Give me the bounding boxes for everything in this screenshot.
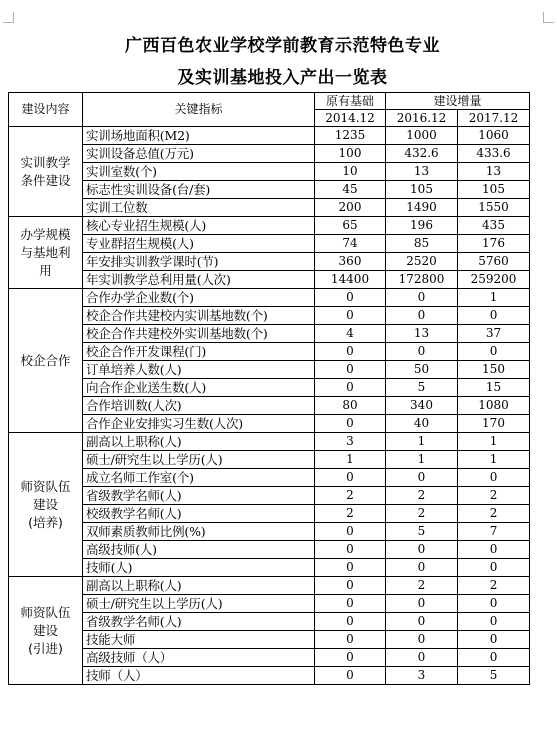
table-row	[9, 289, 530, 307]
table-row	[9, 667, 530, 685]
value-cell-2016: 2	[386, 577, 458, 595]
table-row	[9, 271, 530, 289]
indicator-cell: 双师素质教师比例(%)	[83, 523, 315, 541]
table-header-row	[9, 93, 530, 110]
table-row	[9, 433, 530, 451]
value-cell-2014: 1	[315, 451, 386, 469]
table-row	[9, 127, 530, 145]
value-cell-2016: 0	[386, 613, 458, 631]
section-category-line: 师资队伍	[20, 604, 71, 620]
indicator-cell: 实训工位数	[83, 199, 315, 217]
indicator-cell: 校企合作共建校外实训基地数(个)	[83, 325, 315, 343]
value-cell-2017: 0	[458, 559, 530, 577]
value-cell-2017: 1	[458, 433, 530, 451]
value-cell-2014: 0	[315, 649, 386, 667]
page-title-line1: 广西百色农业学校学前教育示范特色专业	[125, 36, 440, 56]
value-cell-2016: 5	[386, 523, 458, 541]
section-category: 校企合作	[9, 289, 83, 433]
value-cell-2017: 2	[458, 505, 530, 523]
value-cell-2016: 40	[386, 415, 458, 433]
value-cell-2014: 65	[315, 217, 386, 235]
investment-output-table	[8, 92, 530, 685]
table-row	[9, 649, 530, 667]
value-cell-2017: 0	[458, 343, 530, 361]
value-cell-2017: 435	[458, 217, 530, 235]
table-row	[9, 577, 530, 595]
value-cell-2014: 2	[315, 487, 386, 505]
indicator-cell: 实训设备总值(万元)	[83, 145, 315, 163]
table-row	[9, 361, 530, 379]
indicator-cell: 核心专业招生规模(人)	[83, 217, 315, 235]
value-cell-2017: 13	[458, 163, 530, 181]
indicator-cell: 校企合作开发课程(门)	[83, 343, 315, 361]
section-category-line: (引进)	[28, 640, 63, 656]
table-row	[9, 199, 530, 217]
table-row	[9, 541, 530, 559]
value-cell-2016: 2	[386, 487, 458, 505]
value-cell-2014: 45	[315, 181, 386, 199]
value-cell-2016: 5	[386, 379, 458, 397]
value-cell-2014: 1235	[315, 127, 386, 145]
value-cell-2014: 0	[315, 361, 386, 379]
indicator-cell: 实训室数(个)	[83, 163, 315, 181]
value-cell-2017: 1060	[458, 127, 530, 145]
value-cell-2016: 2520	[386, 253, 458, 271]
value-cell-2014: 0	[315, 631, 386, 649]
table-row	[9, 487, 530, 505]
value-cell-2014: 0	[315, 577, 386, 595]
section-category	[9, 433, 83, 577]
table-row	[9, 343, 530, 361]
value-cell-2017: 0	[458, 541, 530, 559]
table-row	[9, 505, 530, 523]
value-cell-2014: 0	[315, 523, 386, 541]
value-cell-2017: 1	[458, 451, 530, 469]
table-row	[9, 235, 530, 253]
value-cell-2014: 14400	[315, 271, 386, 289]
indicator-cell: 省级教学名师(人)	[83, 613, 315, 631]
value-cell-2014: 0	[315, 613, 386, 631]
indicator-cell: 向合作企业送生数(人)	[83, 379, 315, 397]
value-cell-2014: 0	[315, 379, 386, 397]
table-row	[9, 163, 530, 181]
value-cell-2016: 13	[386, 163, 458, 181]
value-cell-2016: 105	[386, 181, 458, 199]
indicator-cell: 硕士/研究生以上学历(人)	[83, 595, 315, 613]
value-cell-2016: 1	[386, 433, 458, 451]
value-cell-2014: 0	[315, 595, 386, 613]
value-cell-2017: 7	[458, 523, 530, 541]
value-cell-2017: 0	[458, 631, 530, 649]
table-row	[9, 397, 530, 415]
section-category-line: 实训教学	[20, 154, 71, 170]
value-cell-2017: 0	[458, 307, 530, 325]
indicator-cell: 实训场地面积(M2)	[83, 127, 315, 145]
indicator-cell: 合作企业安排实习生数(人次)	[83, 415, 315, 433]
table-row	[9, 469, 530, 487]
header-indicator: 关键指标	[83, 93, 315, 127]
value-cell-2016: 2	[386, 505, 458, 523]
value-cell-2014: 2	[315, 505, 386, 523]
value-cell-2017: 170	[458, 415, 530, 433]
value-cell-2014: 0	[315, 307, 386, 325]
value-cell-2016: 85	[386, 235, 458, 253]
header-content: 建设内容	[9, 93, 83, 127]
value-cell-2014: 360	[315, 253, 386, 271]
value-cell-2016: 0	[386, 343, 458, 361]
value-cell-2014: 0	[315, 289, 386, 307]
section-category	[9, 577, 83, 685]
value-cell-2016: 340	[386, 397, 458, 415]
indicator-cell: 校企合作共建校内实训基地数(个)	[83, 307, 315, 325]
indicator-cell: 年实训教学总利用量(人次)	[83, 271, 315, 289]
value-cell-2017: 433.6	[458, 145, 530, 163]
indicator-cell: 硕士/研究生以上学历(人)	[83, 451, 315, 469]
value-cell-2014: 0	[315, 667, 386, 685]
value-cell-2016: 196	[386, 217, 458, 235]
value-cell-2017: 105	[458, 181, 530, 199]
value-cell-2016: 3	[386, 667, 458, 685]
value-cell-2016: 1490	[386, 199, 458, 217]
value-cell-2014: 0	[315, 541, 386, 559]
indicator-cell: 省级教学名师(人)	[83, 487, 315, 505]
section-category-line: 用	[39, 262, 52, 278]
value-cell-2014: 0	[315, 343, 386, 361]
value-cell-2016: 432.6	[386, 145, 458, 163]
value-cell-2014: 0	[315, 469, 386, 487]
value-cell-2014: 100	[315, 145, 386, 163]
value-cell-2017: 0	[458, 649, 530, 667]
value-cell-2017: 2	[458, 577, 530, 595]
value-cell-2016: 0	[386, 307, 458, 325]
header-year-2016: 2016.12	[386, 110, 458, 127]
section-category-line: 建设	[32, 496, 58, 512]
table-row	[9, 559, 530, 577]
table-row	[9, 595, 530, 613]
indicator-cell: 年安排实训教学课时(节)	[83, 253, 315, 271]
indicator-cell: 专业群招生规模(人)	[83, 235, 315, 253]
value-cell-2014: 3	[315, 433, 386, 451]
value-cell-2017: 150	[458, 361, 530, 379]
value-cell-2016: 1	[386, 451, 458, 469]
indicator-cell: 技师(人)	[83, 559, 315, 577]
value-cell-2016: 0	[386, 559, 458, 577]
table-row	[9, 307, 530, 325]
value-cell-2016: 13	[386, 325, 458, 343]
table-row	[9, 379, 530, 397]
section-category-line: 办学规模	[20, 226, 71, 242]
table-body	[9, 127, 530, 685]
section-category	[9, 127, 83, 217]
value-cell-2017: 1080	[458, 397, 530, 415]
value-cell-2017: 5760	[458, 253, 530, 271]
value-cell-2016: 172800	[386, 271, 458, 289]
header-baseline: 原有基础	[315, 93, 386, 110]
indicator-cell: 技能大师	[83, 631, 315, 649]
value-cell-2017: 15	[458, 379, 530, 397]
indicator-cell: 合作办学企业数(个)	[83, 289, 315, 307]
page-corner-mark-right	[543, 12, 554, 23]
table-row	[9, 325, 530, 343]
table-row	[9, 145, 530, 163]
page-corner-mark-left	[3, 12, 14, 23]
indicator-cell: 副高以上职称(人)	[83, 577, 315, 595]
header-increment: 建设增量	[386, 93, 530, 110]
indicator-cell: 高级技师（人）	[83, 649, 315, 667]
value-cell-2017: 176	[458, 235, 530, 253]
value-cell-2014: 10	[315, 163, 386, 181]
table-row	[9, 631, 530, 649]
value-cell-2016: 0	[386, 541, 458, 559]
value-cell-2014: 0	[315, 415, 386, 433]
indicator-cell: 订单培养人数(人)	[83, 361, 315, 379]
value-cell-2014: 200	[315, 199, 386, 217]
indicator-cell: 技师（人）	[83, 667, 315, 685]
indicator-cell: 校级教学名师(人)	[83, 505, 315, 523]
value-cell-2016: 0	[386, 649, 458, 667]
value-cell-2017: 0	[458, 469, 530, 487]
section-category-line: 师资队伍	[20, 478, 71, 494]
table-row	[9, 253, 530, 271]
table-row	[9, 415, 530, 433]
section-category-line: 条件建设	[20, 172, 71, 188]
value-cell-2017: 5	[458, 667, 530, 685]
value-cell-2016: 0	[386, 631, 458, 649]
value-cell-2017: 2	[458, 487, 530, 505]
value-cell-2017: 1	[458, 289, 530, 307]
page-title-line2: 及实训基地投入产出一览表	[177, 68, 388, 88]
value-cell-2017: 37	[458, 325, 530, 343]
value-cell-2014: 0	[315, 559, 386, 577]
value-cell-2016: 50	[386, 361, 458, 379]
indicator-cell: 高级技师(人)	[83, 541, 315, 559]
section-category-line: 与基地利	[20, 244, 71, 260]
header-year-2014: 2014.12	[315, 110, 386, 127]
value-cell-2017: 1550	[458, 199, 530, 217]
value-cell-2017: 0	[458, 613, 530, 631]
value-cell-2014: 74	[315, 235, 386, 253]
value-cell-2017: 0	[458, 595, 530, 613]
indicator-cell: 成立名师工作室(个)	[83, 469, 315, 487]
table-row	[9, 523, 530, 541]
value-cell-2016: 0	[386, 289, 458, 307]
table-row	[9, 613, 530, 631]
section-category-line: (培养)	[28, 514, 63, 530]
indicator-cell: 合作培训数(人次)	[83, 397, 315, 415]
section-category	[9, 217, 83, 289]
value-cell-2016: 0	[386, 469, 458, 487]
value-cell-2016: 0	[386, 595, 458, 613]
indicator-cell: 标志性实训设备(台/套)	[83, 181, 315, 199]
table-row	[9, 181, 530, 199]
header-year-2017: 2017.12	[458, 110, 530, 127]
table-row	[9, 451, 530, 469]
value-cell-2014: 4	[315, 325, 386, 343]
value-cell-2014: 80	[315, 397, 386, 415]
value-cell-2017: 259200	[458, 271, 530, 289]
indicator-cell: 副高以上职称(人)	[83, 433, 315, 451]
table-row	[9, 217, 530, 235]
section-category-line: 建设	[32, 622, 58, 638]
value-cell-2016: 1000	[386, 127, 458, 145]
